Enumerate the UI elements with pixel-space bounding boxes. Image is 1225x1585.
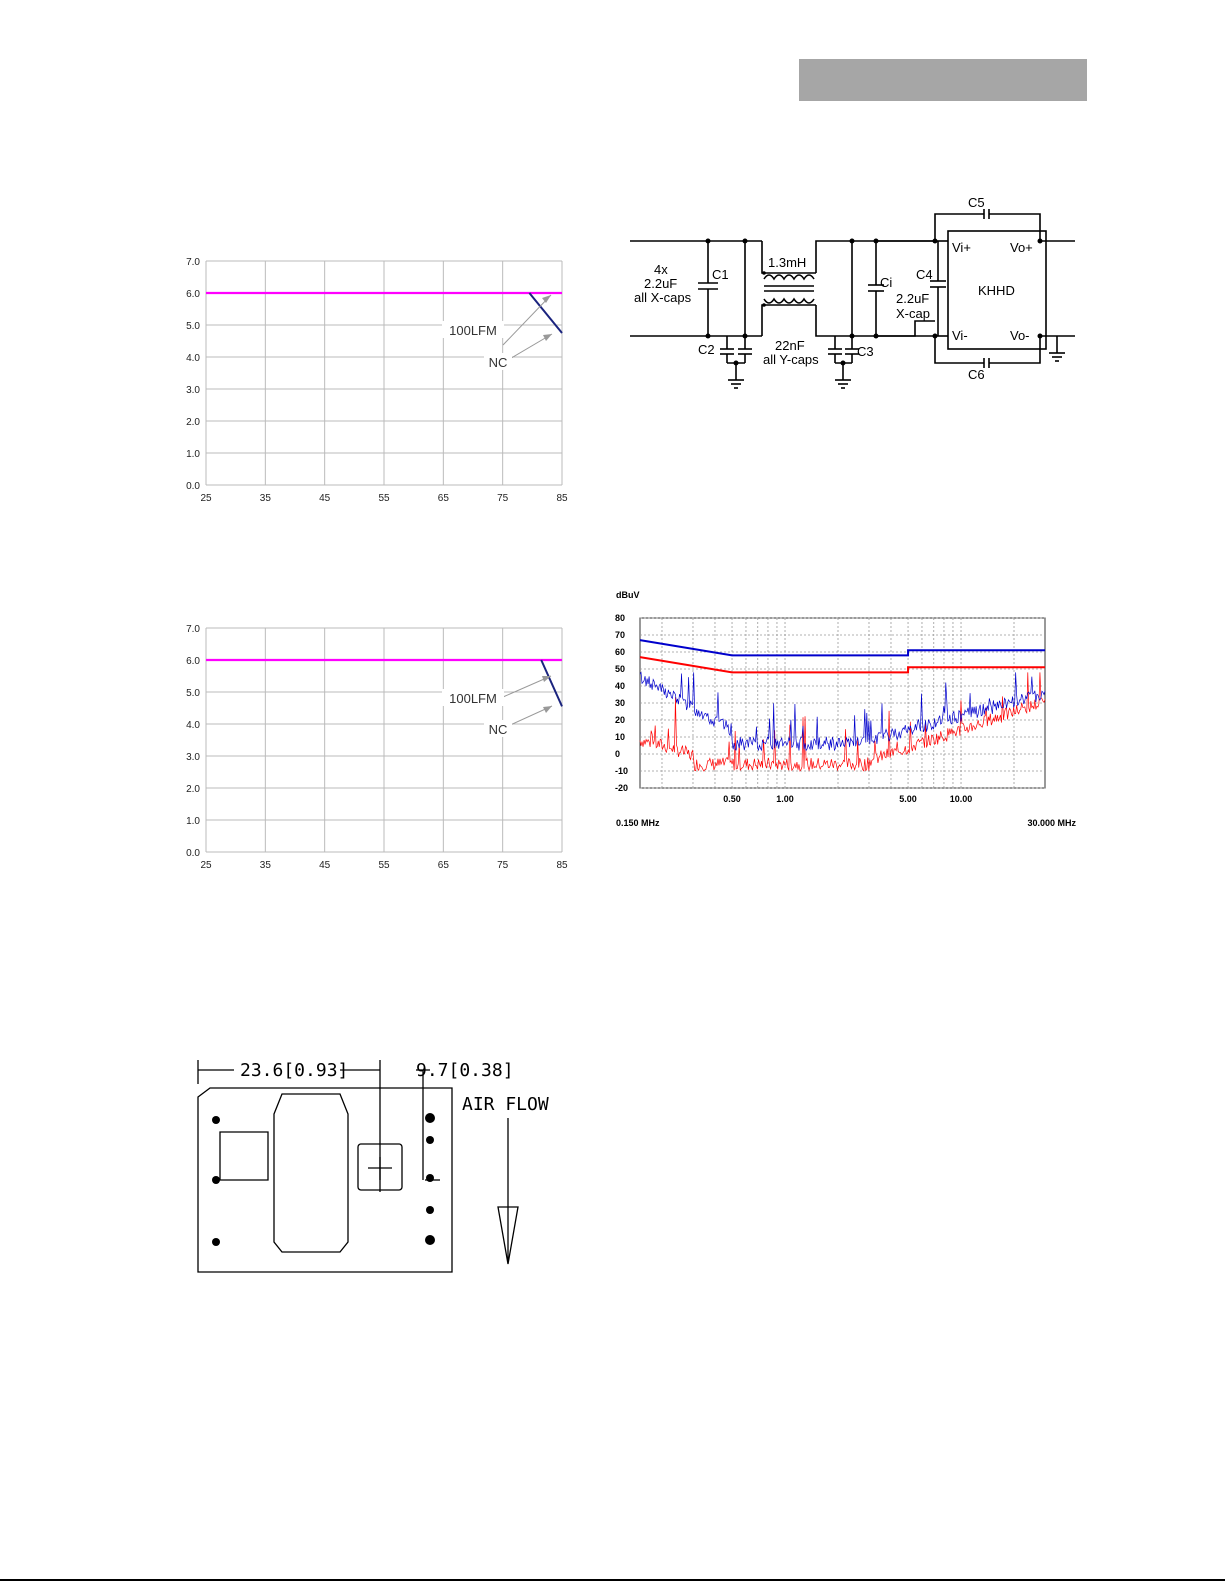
- label-vi-plus: Vi+: [952, 240, 971, 255]
- thermal-test-drawing: [190, 1052, 590, 1292]
- header-bar: [799, 59, 1087, 101]
- annotation-100lfm: 100LFM: [449, 323, 497, 338]
- x-tick-label: 45: [319, 860, 331, 871]
- y-tick-label: 2.0: [186, 784, 200, 795]
- dim-width: 23.6[0.93]: [240, 1060, 349, 1081]
- label-c4-val-1: 2.2uF: [896, 291, 930, 306]
- y-tick-label: 3.0: [186, 752, 200, 763]
- y-tick-label: 6.0: [186, 289, 200, 300]
- dim-offset: 9.7[0.38]: [416, 1060, 514, 1081]
- y-tick-label: 6.0: [186, 656, 200, 667]
- series-line-nc: [541, 660, 562, 706]
- y-tick-label: 0.0: [186, 481, 200, 492]
- y-tick-label: 4.0: [186, 720, 200, 731]
- chart-annotations: [442, 295, 552, 370]
- label-module: KHHD: [978, 283, 1015, 298]
- y-tick-label: 0: [615, 749, 621, 759]
- y-tick-label: 2.0: [186, 417, 200, 428]
- label-c6: C6: [968, 367, 985, 382]
- label-c5: C5: [968, 195, 985, 210]
- y-tick-label: 7.0: [186, 257, 200, 268]
- label-inductor: 1.3mH: [768, 255, 807, 270]
- x-tick-label: 25: [200, 493, 212, 504]
- chart-annotations: [442, 676, 552, 737]
- label-ycaps-2: all Y-caps: [763, 352, 819, 367]
- y-tick-label: 3.0: [186, 385, 200, 396]
- x-tick-label: 55: [378, 493, 390, 504]
- y-tick-label: 20: [615, 715, 626, 725]
- x-tick-label: 35: [259, 493, 271, 504]
- y-tick-label: 1.0: [186, 449, 200, 460]
- y-tick-label: 10: [615, 732, 626, 742]
- label-xcaps-3: all X-caps: [634, 290, 692, 305]
- x-tick-label: 35: [259, 860, 271, 871]
- y-tick-label: 1.0: [186, 816, 200, 827]
- x-tick-label: 85: [556, 860, 568, 871]
- chart-grid: [206, 261, 562, 485]
- x-tick-label: 10.00: [949, 794, 973, 804]
- y-tick-label: 0.0: [186, 848, 200, 859]
- x-tick-label: 5.00: [899, 794, 917, 804]
- derating-chart-1: [168, 253, 588, 521]
- label-vi-minus: Vi-: [952, 328, 968, 343]
- y-tick-label: -20: [615, 783, 629, 793]
- y-tick-label: 7.0: [186, 624, 200, 635]
- x-tick-label: 65: [437, 860, 449, 871]
- x-tick-label: 85: [556, 493, 568, 504]
- x-tick-label: 45: [319, 493, 331, 504]
- limit-line-2: [640, 657, 1045, 672]
- derating-chart-2: [168, 620, 588, 888]
- y-tick-label: -10: [615, 766, 629, 776]
- label-ycaps-1: 22nF: [775, 338, 805, 353]
- x-tick-label: 75: [497, 493, 509, 504]
- y-tick-label: 5.0: [186, 321, 200, 332]
- x-tick-label: 0.50: [723, 794, 741, 804]
- x-tick-label: 25: [200, 860, 212, 871]
- label-c4-val-2: X-cap: [896, 306, 930, 321]
- annotation-nc: NC: [488, 722, 508, 737]
- label-vo-plus: Vo+: [1010, 240, 1033, 255]
- measurement-trace: [640, 672, 1045, 771]
- label-xcaps-2: 2.2uF: [644, 276, 678, 291]
- y-tick-label: 50: [615, 664, 626, 674]
- label-c2: C2: [698, 342, 715, 357]
- emi-x-end: 30.000 MHz: [1027, 818, 1076, 828]
- y-tick-label: 70: [615, 630, 626, 640]
- y-tick-label: 60: [615, 647, 626, 657]
- x-tick-label: 75: [497, 860, 509, 871]
- footer-rule: [0, 1579, 1225, 1581]
- measurement-trace: [640, 672, 1045, 750]
- x-tick-label: 55: [378, 860, 390, 871]
- emi-chart: [612, 586, 1082, 831]
- y-tick-label: 30: [615, 698, 626, 708]
- label-c1: C1: [712, 267, 729, 282]
- emi-ylabel: dBuV: [616, 590, 640, 600]
- air-flow-label: AIR FLOW: [462, 1094, 549, 1115]
- emi-x-start: 0.150 MHz: [616, 818, 660, 828]
- x-tick-label: 65: [437, 493, 449, 504]
- y-tick-label: 40: [615, 681, 626, 691]
- annotation-100lfm: 100LFM: [449, 691, 497, 706]
- label-c4: C4: [916, 267, 933, 282]
- chart-grid: [206, 628, 562, 852]
- limit-line-1: [640, 640, 1045, 655]
- label-ci: Ci: [880, 275, 893, 290]
- label-c3: C3: [857, 344, 874, 359]
- annotation-nc: NC: [488, 355, 508, 370]
- emi-filter-schematic: [630, 195, 1090, 410]
- y-tick-label: 4.0: [186, 353, 200, 364]
- y-tick-label: 80: [615, 613, 626, 623]
- y-tick-label: 5.0: [186, 688, 200, 699]
- label-vo-minus: Vo-: [1010, 328, 1030, 343]
- label-xcaps-1: 4x: [654, 262, 668, 277]
- x-tick-label: 1.00: [776, 794, 794, 804]
